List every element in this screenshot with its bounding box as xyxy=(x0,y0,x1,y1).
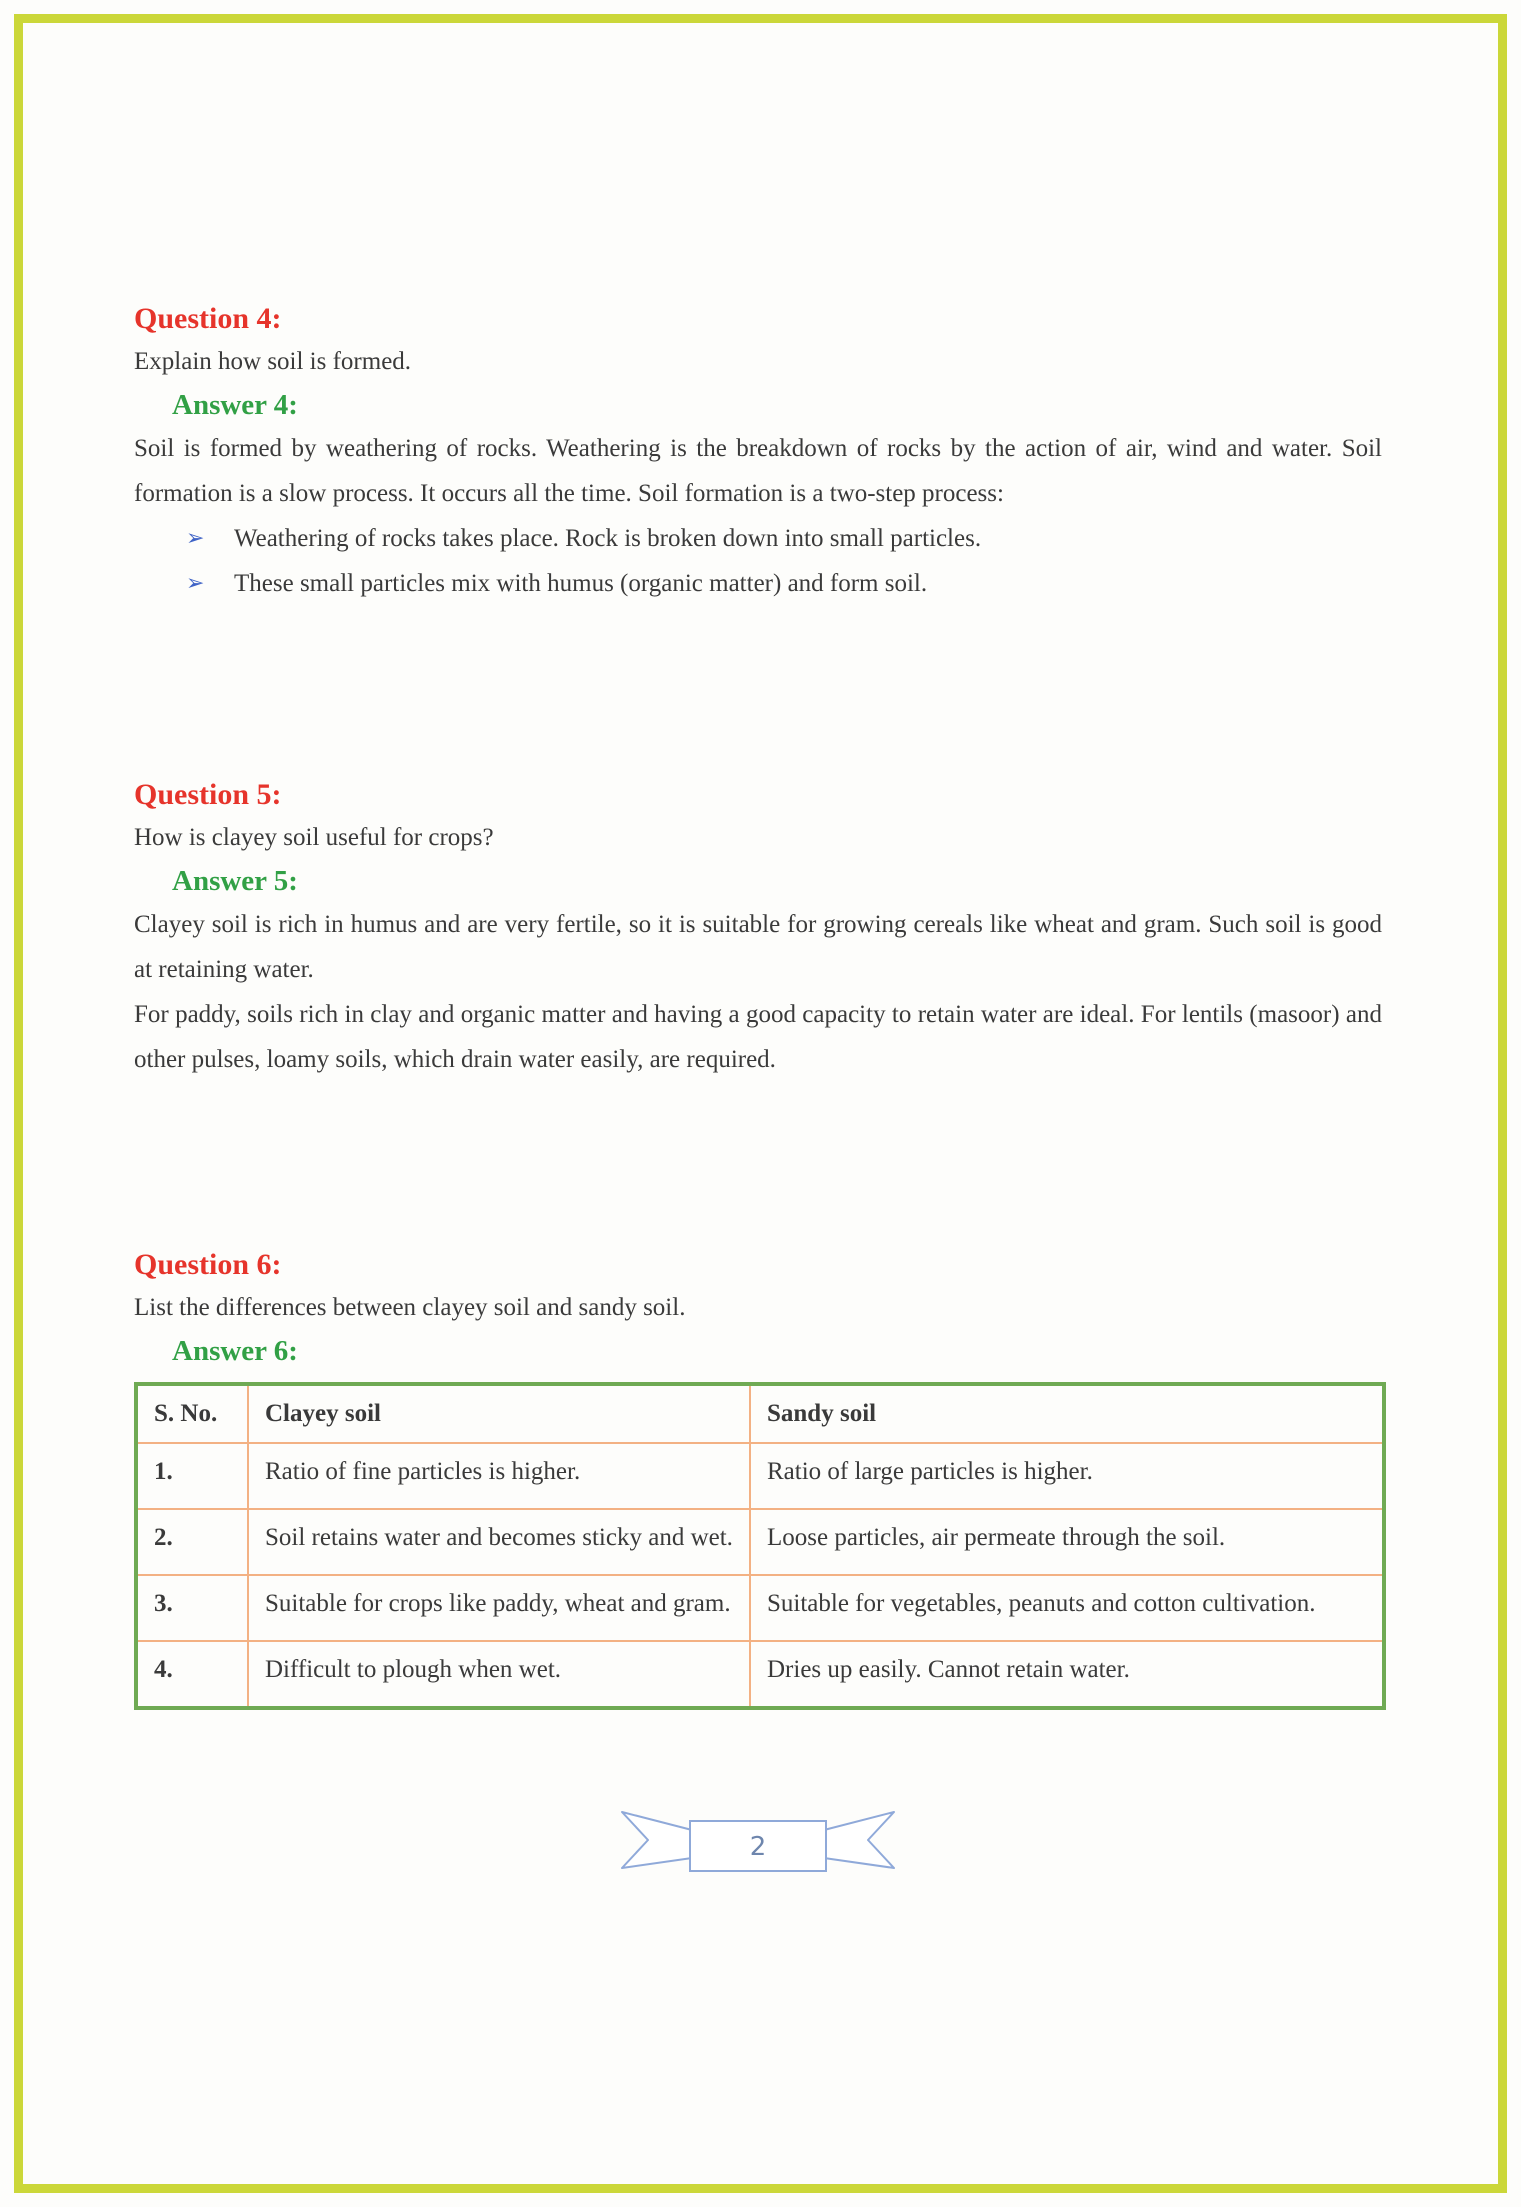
arrow-bullet-icon: ➢ xyxy=(186,571,205,596)
page-number: 2 xyxy=(749,1832,767,1862)
answer-6-heading: Answer 6: xyxy=(172,1335,298,1367)
table-cell-sno: 1. xyxy=(136,1443,248,1509)
answer-5-paragraph-2: For paddy, soils rich in clay and organic matter and having a good capacity to retain water are ideal. For lentils (masoor) and other pulses, loamy soils, which drain water easily, are required. xyxy=(134,1001,1382,1073)
question-4-text: Explain how soil is formed. xyxy=(134,348,412,375)
table-cell-sno: 4. xyxy=(136,1641,248,1708)
table-cell-clayey: Soil retains water and becomes sticky and wet. xyxy=(248,1509,750,1575)
column-header-clayey: Clayey soil xyxy=(248,1384,750,1443)
column-header-sno: S. No. xyxy=(136,1384,248,1443)
table-cell-sandy: Loose particles, air permeate through the soil. xyxy=(750,1509,1384,1575)
table-cell-clayey: Ratio of fine particles is higher. xyxy=(248,1443,750,1509)
bullet-text: These small particles mix with humus (organic matter) and form soil. xyxy=(234,570,928,597)
table-header-row xyxy=(136,1384,1384,1443)
column-header-sandy: Sandy soil xyxy=(750,1384,1384,1443)
list-item xyxy=(134,516,1382,561)
table-row xyxy=(136,1575,1384,1641)
question-4-section xyxy=(134,298,1382,606)
answer-5-heading: Answer 5: xyxy=(172,865,298,897)
page-content xyxy=(134,0,1382,1889)
answer-4-paragraph: Soil is formed by weathering of rocks. Weathering is the breakdown of rocks by the action of air, wind and water. Soil formation is a slow process. It occurs all the time. Soil formation is a two-step process: xyxy=(134,435,1382,507)
table-cell-sandy: Ratio of large particles is higher. xyxy=(750,1443,1384,1509)
question-6-text: List the differences between clayey soil and sandy soil. xyxy=(134,1294,686,1321)
answer-4-heading: Answer 4: xyxy=(172,389,298,421)
soil-differences-table xyxy=(134,1382,1386,1710)
page-number-banner-icon xyxy=(612,1806,904,1884)
question-4-heading: Question 4: xyxy=(134,302,282,335)
table-row xyxy=(136,1509,1384,1575)
question-5-text: How is clayey soil useful for crops? xyxy=(134,824,494,851)
question-5-section xyxy=(134,774,1382,1082)
answer-5-paragraph-1: Clayey soil is rich in humus and are very fertile, so it is suitable for growing cereals like wheat and gram. Such soil is good at retaining water. xyxy=(134,911,1382,983)
bullet-text: Weathering of rocks takes place. Rock is broken down into small particles. xyxy=(234,525,982,552)
table-cell-sandy: Dries up easily. Cannot retain water. xyxy=(750,1641,1384,1708)
table-cell-sandy: Suitable for vegetables, peanuts and cotton cultivation. xyxy=(750,1575,1384,1641)
table-cell-clayey: Suitable for crops like paddy, wheat and gram. xyxy=(248,1575,750,1641)
table-cell-sno: 2. xyxy=(136,1509,248,1575)
table-row xyxy=(136,1443,1384,1509)
arrow-bullet-icon: ➢ xyxy=(186,526,205,551)
table-cell-clayey: Difficult to plough when wet. xyxy=(248,1641,750,1708)
question-6-section xyxy=(134,1244,1382,1710)
page-footer xyxy=(134,1806,1382,1889)
table-cell-sno: 3. xyxy=(136,1575,248,1641)
question-5-heading: Question 5: xyxy=(134,778,282,811)
table-row xyxy=(136,1641,1384,1708)
question-6-heading: Question 6: xyxy=(134,1248,282,1281)
list-item xyxy=(134,561,1382,606)
